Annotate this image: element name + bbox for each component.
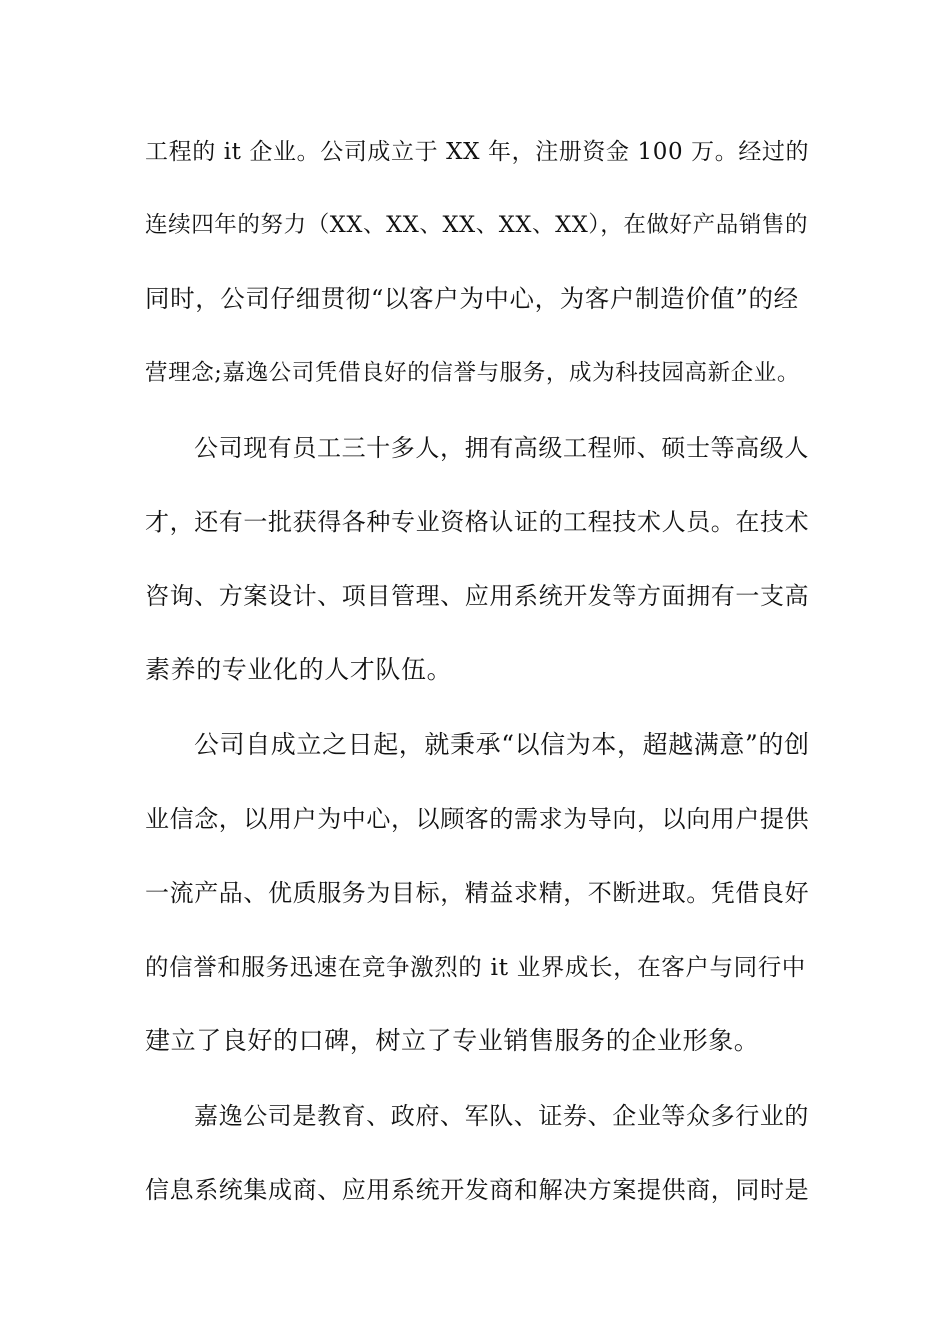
paragraph-line: 信息系统集成商、应用系统开发商和解决方案提供商，同时是 xyxy=(145,1176,810,1204)
paragraph-line: 一流产品、优质服务为目标，精益求精，不断进取。凭借良好 xyxy=(145,879,810,907)
paragraph-line: 同时，公司仔细贯彻“以客户为中心，为客户制造价值”的经 xyxy=(145,284,799,313)
paragraph-line: 公司自成立之日起，就秉承“以信为本，超越满意”的创 xyxy=(194,730,810,759)
paragraph-line: 工程的 it 企业。公司成立于 XX 年，注册资金 100 万。经过的 xyxy=(145,139,810,165)
paragraph-line: 公司现有员工三十多人，拥有高级工程师、硕士等高级人 xyxy=(194,434,809,462)
paragraph-line: 的信誉和服务迅速在竞争激烈的 it 业界成长，在客户与同行中 xyxy=(145,953,806,981)
paragraph-line: 素养的专业化的人才队伍。 xyxy=(145,655,453,684)
paragraph-line: 嘉逸公司是教育、政府、军队、证券、企业等众多行业的 xyxy=(194,1102,809,1130)
paragraph-line: 才，还有一批获得各种专业资格认证的工程技术人员。在技术 xyxy=(145,508,810,536)
paragraph-line: 营理念;嘉逸公司凭借良好的信誉与服务，成为科技园高新企业。 xyxy=(145,360,800,386)
paragraph-line: 连续四年的努力（XX、XX、XX、XX、XX），在做好产品销售的 xyxy=(145,212,809,238)
paragraph-line: 业信念，以用户为中心，以顾客的需求为导向，以向用户提供 xyxy=(145,805,810,833)
paragraph-line: 建立了良好的口碑，树立了专业销售服务的企业形象。 xyxy=(145,1026,760,1055)
paragraph-line: 咨询、方案设计、项目管理、应用系统开发等方面拥有一支高 xyxy=(145,582,810,610)
